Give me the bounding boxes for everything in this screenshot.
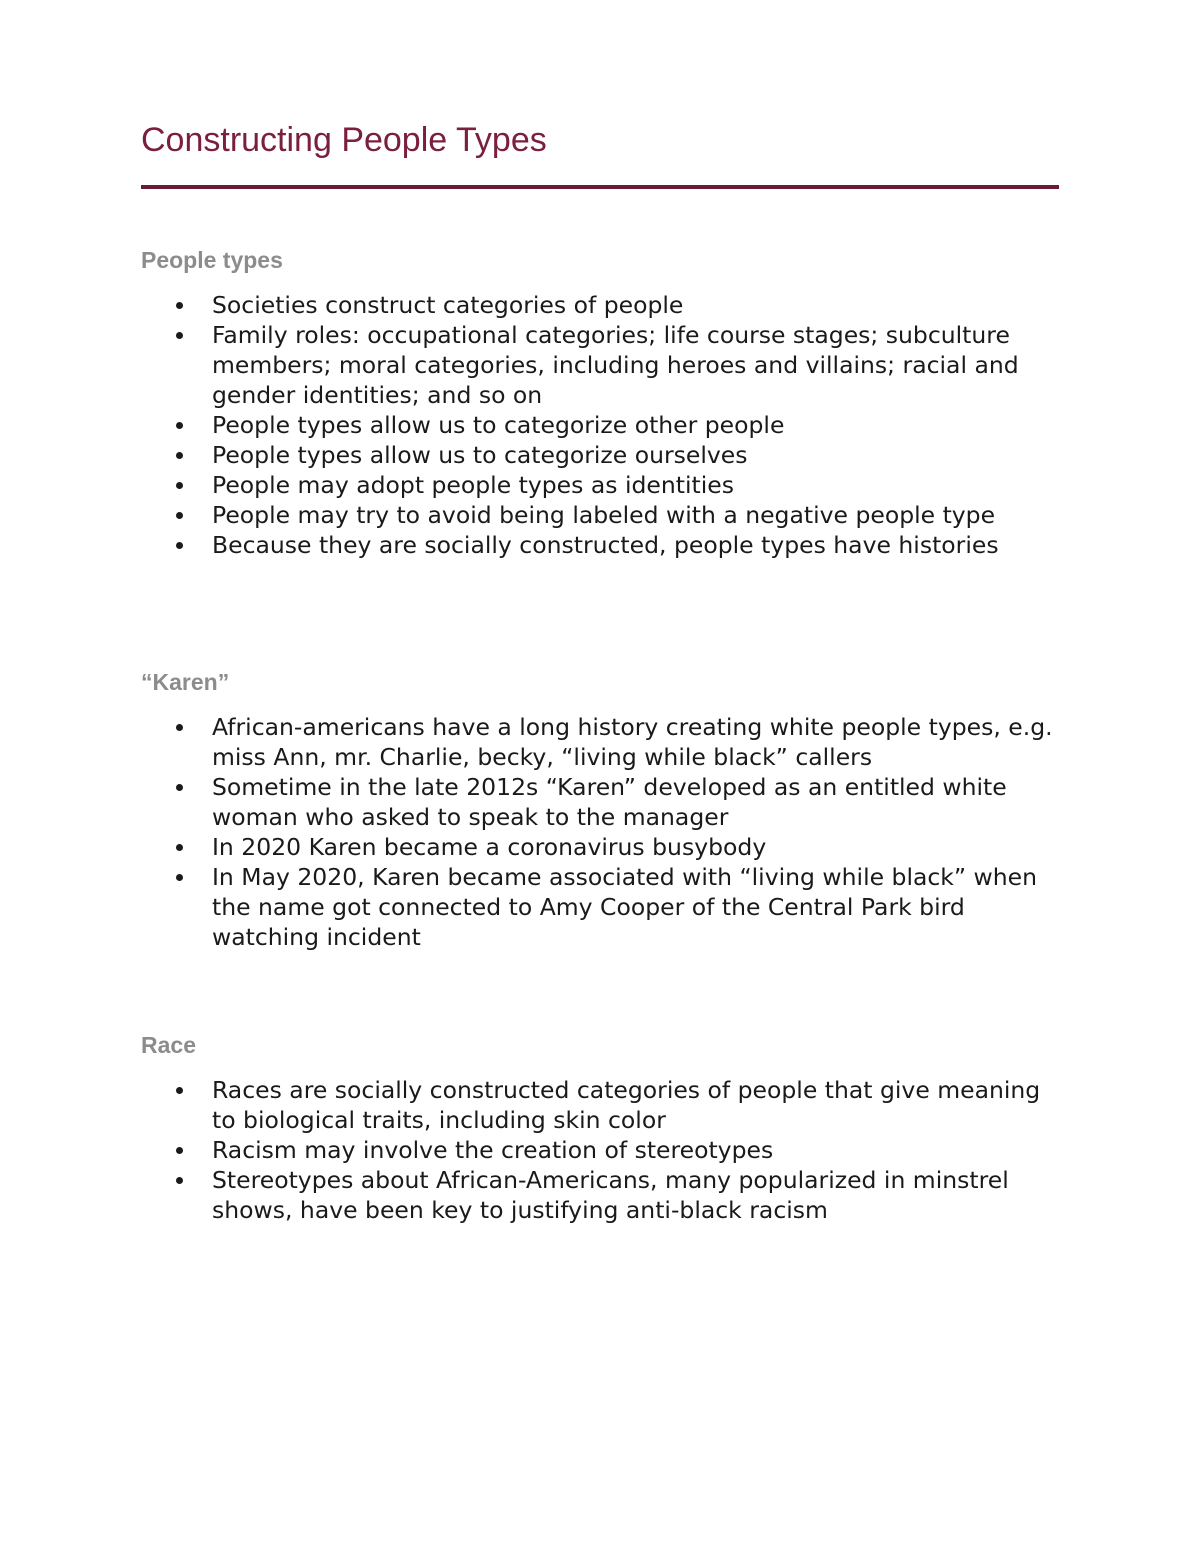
list-item-text: In May 2020, Karen became associated with “living while black” when the name got connected to Amy Cooper of the Central Park bird watching incident [212, 863, 1038, 951]
list-item-text: In 2020 Karen became a coronavirus busybody [212, 833, 767, 861]
list-item-text: Because they are socially constructed, people types have histories [212, 531, 999, 559]
list-item [141, 290, 1059, 320]
list-item-text: African-americans have a long history creating white people types, e.g. miss Ann, mr. Charlie, becky, “living while black” callers [212, 713, 1053, 771]
section-heading: “Karen” [141, 669, 230, 695]
list-item [141, 470, 1059, 500]
title-divider [141, 185, 1059, 189]
bullet-icon [176, 332, 183, 339]
list-item-text: People may adopt people types as identities [212, 471, 734, 499]
document-title: Constructing People Types [141, 121, 547, 159]
list-item-text: Sometime in the late 2012s “Karen” developed as an entitled white woman who asked to speak to the manager [212, 773, 1007, 831]
bullet-icon [176, 1087, 183, 1094]
bullet-icon [176, 874, 183, 881]
bullet-icon [176, 542, 183, 549]
bullet-list [141, 1075, 1059, 1225]
list-item [141, 832, 1059, 862]
list-item [141, 1135, 1059, 1165]
list-item [141, 862, 1059, 952]
section-people-types [141, 245, 1059, 560]
list-item [141, 530, 1059, 560]
list-item-text: Family roles: occupational categories; life course stages; subculture members; moral categories, including heroes and villains; racial and gender identities; and so on [212, 321, 1019, 409]
list-item-text: People may try to avoid being labeled with a negative people type [212, 501, 996, 529]
list-item-text: People types allow us to categorize other people [212, 411, 785, 439]
list-item [141, 712, 1059, 772]
list-item [141, 772, 1059, 832]
list-item-text: Races are socially constructed categories of people that give meaning to biological traits, including skin color [212, 1076, 1041, 1134]
list-item [141, 320, 1059, 410]
bullet-icon [176, 302, 183, 309]
bullet-icon [176, 512, 183, 519]
bullet-icon [176, 784, 183, 791]
list-item-text: Societies construct categories of people [212, 291, 684, 319]
list-item [141, 410, 1059, 440]
bullet-list [141, 290, 1059, 560]
bullet-icon [176, 452, 183, 459]
section-heading: People types [141, 247, 283, 273]
bullet-icon [176, 482, 183, 489]
list-item-text: Stereotypes about African-Americans, many popularized in minstrel shows, have been key to justifying anti-black racism [212, 1166, 1009, 1224]
section-karen [141, 667, 1059, 952]
list-item [141, 440, 1059, 470]
list-item [141, 1165, 1059, 1225]
bullet-list [141, 712, 1059, 952]
list-item-text: People types allow us to categorize ourselves [212, 441, 748, 469]
bullet-icon [176, 1177, 183, 1184]
list-item [141, 1075, 1059, 1135]
bullet-icon [176, 1147, 183, 1154]
list-item-text: Racism may involve the creation of stereotypes [212, 1136, 774, 1164]
bullet-icon [176, 844, 183, 851]
bullet-icon [176, 724, 183, 731]
bullet-icon [176, 422, 183, 429]
section-race [141, 1030, 1059, 1225]
list-item [141, 500, 1059, 530]
section-heading: Race [141, 1032, 196, 1058]
